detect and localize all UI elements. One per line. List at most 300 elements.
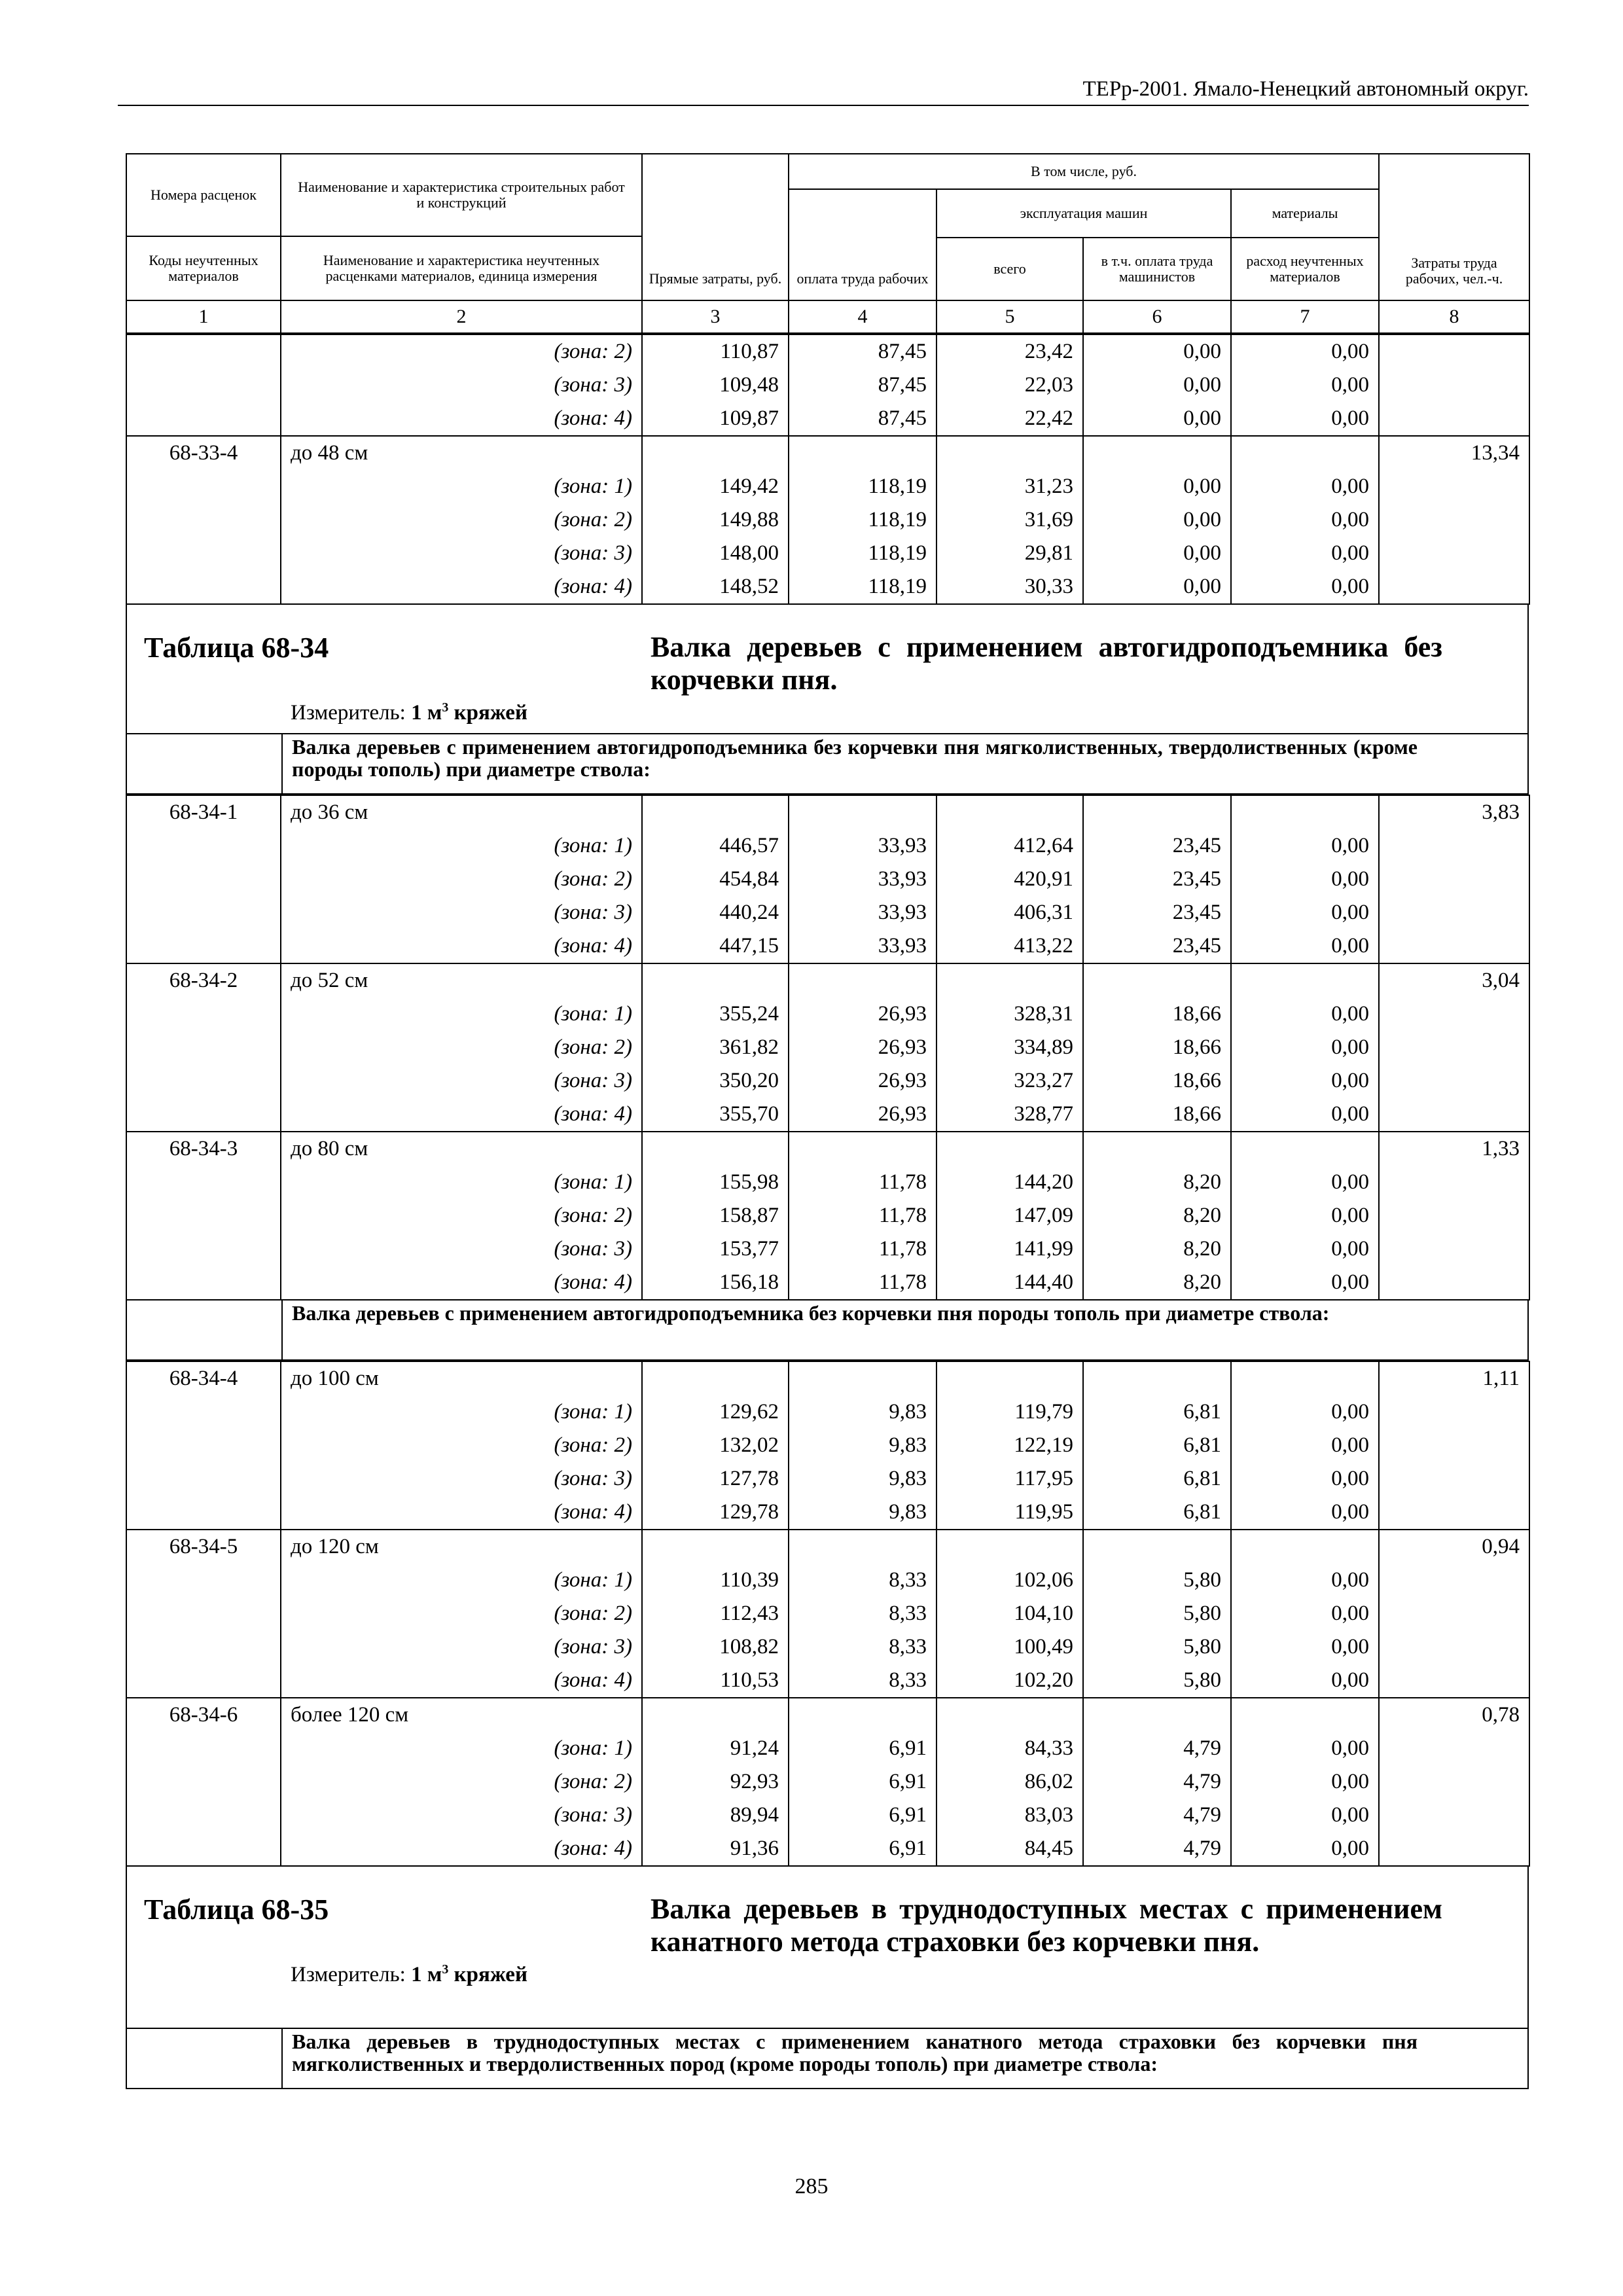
machines-total: 100,49 bbox=[936, 1630, 1083, 1664]
name-cell bbox=[281, 1232, 642, 1266]
direct-cost: 155,98 bbox=[642, 1166, 789, 1199]
table-label: Таблица 68-35 bbox=[144, 1893, 329, 1926]
rate-code bbox=[126, 1732, 281, 1765]
labor-hours bbox=[1379, 1266, 1529, 1300]
table-row bbox=[126, 1266, 1529, 1300]
labor-hours bbox=[1379, 570, 1529, 604]
unit-value: 1 м bbox=[411, 701, 442, 725]
zone: (зона: 2) bbox=[554, 508, 632, 531]
materials: 0,00 bbox=[1231, 1564, 1379, 1597]
labor-pay: 118,19 bbox=[789, 470, 936, 503]
zone: (зона: 4) bbox=[554, 934, 632, 958]
labor-pay bbox=[789, 795, 936, 829]
name-cell bbox=[281, 1832, 642, 1866]
machines-labor-pay: 0,00 bbox=[1083, 570, 1231, 604]
machines-total: 323,27 bbox=[936, 1064, 1083, 1098]
materials: 0,00 bbox=[1231, 896, 1379, 929]
labor-hours bbox=[1379, 1429, 1529, 1462]
col-materials-sub-head: расход неучтенных материалов bbox=[1231, 238, 1379, 300]
materials bbox=[1231, 1361, 1379, 1395]
rates-group bbox=[126, 1132, 1529, 1300]
rate-code bbox=[126, 896, 281, 929]
labor-pay: 6,91 bbox=[789, 1799, 936, 1832]
machines-total: 30,33 bbox=[936, 570, 1083, 604]
labor-pay: 11,78 bbox=[789, 1266, 936, 1300]
machines-total: 328,77 bbox=[936, 1098, 1083, 1132]
direct-cost: 153,77 bbox=[642, 1232, 789, 1266]
labor-pay: 33,93 bbox=[789, 829, 936, 863]
labor-hours bbox=[1379, 1664, 1529, 1698]
direct-cost: 110,39 bbox=[642, 1564, 789, 1597]
labor-pay: 6,91 bbox=[789, 1732, 936, 1765]
rate-code bbox=[126, 829, 281, 863]
zone: (зона: 3) bbox=[554, 373, 632, 397]
machines-total: 334,89 bbox=[936, 1031, 1083, 1064]
materials: 0,00 bbox=[1231, 929, 1379, 963]
machines-total: 122,19 bbox=[936, 1429, 1083, 1462]
col-index: 3 bbox=[642, 300, 789, 333]
rate-code bbox=[126, 1630, 281, 1664]
name-cell bbox=[281, 470, 642, 503]
name-cell bbox=[281, 829, 642, 863]
machines-labor-pay: 8,20 bbox=[1083, 1232, 1231, 1266]
labor-hours bbox=[1379, 1564, 1529, 1597]
rates-group bbox=[126, 1361, 1529, 1530]
machines-labor-pay: 18,66 bbox=[1083, 1064, 1231, 1098]
machines-total: 22,42 bbox=[936, 402, 1083, 436]
labor-pay: 33,93 bbox=[789, 896, 936, 929]
rate-code bbox=[126, 470, 281, 503]
zone: (зона: 2) bbox=[554, 867, 632, 891]
name-cell bbox=[281, 436, 642, 470]
table-row bbox=[126, 436, 1529, 470]
labor-hours bbox=[1379, 1166, 1529, 1199]
rate-code bbox=[126, 1462, 281, 1496]
rates-group bbox=[126, 795, 1529, 963]
machines-labor-pay: 5,80 bbox=[1083, 1597, 1231, 1630]
rate-code bbox=[126, 1395, 281, 1429]
zone: (зона: 3) bbox=[554, 1467, 632, 1490]
rates-group bbox=[126, 963, 1529, 1132]
name-cell bbox=[281, 1664, 642, 1698]
labor-hours bbox=[1379, 1395, 1529, 1429]
name-cell bbox=[281, 1098, 642, 1132]
labor-hours bbox=[1379, 1232, 1529, 1266]
labor-hours bbox=[1379, 1031, 1529, 1064]
machines-labor-pay: 8,20 bbox=[1083, 1266, 1231, 1300]
table-68-34-subhead-1 bbox=[126, 734, 1529, 795]
machines-total: 102,20 bbox=[936, 1664, 1083, 1698]
name-cell bbox=[281, 896, 642, 929]
machines-total bbox=[936, 1132, 1083, 1166]
table-row bbox=[126, 929, 1529, 963]
materials: 0,00 bbox=[1231, 1395, 1379, 1429]
rate-code bbox=[126, 1597, 281, 1630]
header-table bbox=[126, 153, 1530, 334]
zone: (зона: 3) bbox=[554, 1069, 632, 1092]
machines-total: 86,02 bbox=[936, 1765, 1083, 1799]
table-row bbox=[126, 537, 1529, 570]
machines-labor-pay: 4,79 bbox=[1083, 1765, 1231, 1799]
table-row bbox=[126, 1395, 1529, 1429]
zone: (зона: 2) bbox=[554, 340, 632, 363]
materials: 0,00 bbox=[1231, 1496, 1379, 1530]
unit-prefix: Измеритель: bbox=[291, 1963, 406, 1986]
col-index: 4 bbox=[789, 300, 936, 333]
zone: (зона: 2) bbox=[554, 1204, 632, 1227]
zone: (зона: 2) bbox=[554, 1433, 632, 1457]
table-row bbox=[126, 402, 1529, 436]
zone: (зона: 1) bbox=[554, 1736, 632, 1760]
table-row bbox=[126, 368, 1529, 402]
materials bbox=[1231, 1698, 1379, 1732]
direct-cost: 361,82 bbox=[642, 1031, 789, 1064]
rate-code bbox=[126, 1664, 281, 1698]
direct-cost: 132,02 bbox=[642, 1429, 789, 1462]
column-index-row bbox=[126, 300, 1529, 333]
name-cell bbox=[281, 997, 642, 1031]
table-row bbox=[126, 997, 1529, 1031]
rate-code bbox=[126, 1098, 281, 1132]
table-row bbox=[126, 1530, 1529, 1564]
machines-total bbox=[936, 963, 1083, 997]
zone: (зона: 3) bbox=[554, 541, 632, 565]
materials bbox=[1231, 795, 1379, 829]
name-cell bbox=[281, 1395, 642, 1429]
page-number: 285 bbox=[794, 2174, 829, 2198]
rate-code: 68-34-1 bbox=[126, 795, 281, 829]
machines-total: 84,33 bbox=[936, 1732, 1083, 1765]
rate-code bbox=[126, 1031, 281, 1064]
labor-pay: 9,83 bbox=[789, 1395, 936, 1429]
machines-total: 119,95 bbox=[936, 1496, 1083, 1530]
machines-total: 84,45 bbox=[936, 1832, 1083, 1866]
table-row bbox=[126, 1597, 1529, 1630]
name-cell bbox=[281, 1166, 642, 1199]
direct-cost: 149,42 bbox=[642, 470, 789, 503]
zone: (зона: 3) bbox=[554, 901, 632, 924]
subhead-text: Валка деревьев в труднодоступных местах с применением канатного метода страховки без корчевки пня мягколиственных и твердолиственных пород (кроме породы тополь) при диаметре ствола: bbox=[292, 2030, 1418, 2075]
materials: 0,00 bbox=[1231, 570, 1379, 604]
materials: 0,00 bbox=[1231, 1462, 1379, 1496]
materials: 0,00 bbox=[1231, 1664, 1379, 1698]
table-row bbox=[126, 1064, 1529, 1098]
direct-cost: 454,84 bbox=[642, 863, 789, 896]
unit-sup: 3 bbox=[442, 700, 449, 715]
labor-pay: 87,45 bbox=[789, 368, 936, 402]
machines-total: 328,31 bbox=[936, 997, 1083, 1031]
col-name-head bbox=[281, 154, 642, 300]
machines-labor-pay: 8,20 bbox=[1083, 1166, 1231, 1199]
table-label: Таблица 68-34 bbox=[144, 632, 329, 664]
name-cell bbox=[281, 1031, 642, 1064]
zone: (зона: 4) bbox=[554, 1500, 632, 1524]
machines-labor-pay: 5,80 bbox=[1083, 1630, 1231, 1664]
machines-total bbox=[936, 1698, 1083, 1732]
zone: (зона: 1) bbox=[554, 1400, 632, 1424]
name-cell bbox=[281, 1462, 642, 1496]
machines-labor-pay: 8,20 bbox=[1083, 1199, 1231, 1232]
labor-hours bbox=[1379, 1799, 1529, 1832]
machines-total: 141,99 bbox=[936, 1232, 1083, 1266]
rate-code bbox=[126, 1166, 281, 1199]
direct-cost bbox=[642, 1132, 789, 1166]
labor-hours bbox=[1379, 896, 1529, 929]
zone: (зона: 3) bbox=[554, 1635, 632, 1659]
name-cell bbox=[281, 1199, 642, 1232]
table-68-35-heading bbox=[126, 1867, 1529, 2029]
labor-pay: 11,78 bbox=[789, 1199, 936, 1232]
table-row bbox=[126, 1630, 1529, 1664]
table-row bbox=[126, 503, 1529, 537]
zone: (зона: 1) bbox=[554, 1170, 632, 1194]
rates-sheet bbox=[126, 153, 1529, 2089]
zone: (зона: 1) bbox=[554, 475, 632, 498]
machines-labor-pay: 0,00 bbox=[1083, 368, 1231, 402]
table-row bbox=[126, 963, 1529, 997]
materials: 0,00 bbox=[1231, 503, 1379, 537]
materials: 0,00 bbox=[1231, 863, 1379, 896]
machines-total: 406,31 bbox=[936, 896, 1083, 929]
rate-code bbox=[126, 1765, 281, 1799]
machines-labor-pay: 23,45 bbox=[1083, 829, 1231, 863]
name-cell bbox=[281, 537, 642, 570]
unit-sup: 3 bbox=[442, 1962, 449, 1977]
machines-labor-pay: 6,81 bbox=[1083, 1496, 1231, 1530]
materials bbox=[1231, 436, 1379, 470]
rate-code: 68-34-3 bbox=[126, 1132, 281, 1166]
col-numbers-sub: Коды неучтенных материалов bbox=[149, 252, 259, 284]
machines-labor-pay: 5,80 bbox=[1083, 1564, 1231, 1597]
labor-hours bbox=[1379, 368, 1529, 402]
machines-labor-pay: 18,66 bbox=[1083, 997, 1231, 1031]
labor-hours: 3,83 bbox=[1379, 795, 1529, 829]
direct-cost: 129,78 bbox=[642, 1496, 789, 1530]
table-68-34-heading bbox=[126, 605, 1529, 734]
name-cell bbox=[281, 863, 642, 896]
name-cell bbox=[281, 1799, 642, 1832]
zone: (зона: 2) bbox=[554, 1035, 632, 1059]
labor-pay: 33,93 bbox=[789, 929, 936, 963]
zone: (зона: 2) bbox=[554, 1770, 632, 1793]
machines-total bbox=[936, 1530, 1083, 1564]
machines-labor-pay: 6,81 bbox=[1083, 1429, 1231, 1462]
machines-labor-pay bbox=[1083, 1698, 1231, 1732]
direct-cost: 92,93 bbox=[642, 1765, 789, 1799]
machines-total: 144,40 bbox=[936, 1266, 1083, 1300]
zone: (зона: 2) bbox=[554, 1602, 632, 1625]
rate-code: 68-34-4 bbox=[126, 1361, 281, 1395]
machines-labor-pay: 18,66 bbox=[1083, 1098, 1231, 1132]
name-cell bbox=[281, 1429, 642, 1462]
rates-table-34-part1 bbox=[126, 795, 1530, 1300]
table-title: Валка деревьев с применением автогидроподъемника без корчевки пня. bbox=[651, 631, 1442, 696]
machines-total bbox=[936, 795, 1083, 829]
zone: (зона: 4) bbox=[554, 406, 632, 430]
machines-total: 420,91 bbox=[936, 863, 1083, 896]
machines-labor-pay bbox=[1083, 1132, 1231, 1166]
labor-hours: 0,94 bbox=[1379, 1530, 1529, 1564]
col-name-sub: Наименование и характеристика неучтенных расценками материалов, единица измерения bbox=[323, 252, 600, 284]
zone: (зона: 1) bbox=[554, 834, 632, 857]
direct-cost bbox=[642, 1361, 789, 1395]
labor-pay: 118,19 bbox=[789, 503, 936, 537]
direct-cost: 156,18 bbox=[642, 1266, 789, 1300]
materials: 0,00 bbox=[1231, 1266, 1379, 1300]
name-cell bbox=[281, 1564, 642, 1597]
rate-code bbox=[126, 997, 281, 1031]
rate-code: 68-34-2 bbox=[126, 963, 281, 997]
machines-labor-pay: 18,66 bbox=[1083, 1031, 1231, 1064]
rate-code bbox=[126, 929, 281, 963]
labor-hours bbox=[1379, 470, 1529, 503]
machines-total: 413,22 bbox=[936, 929, 1083, 963]
materials: 0,00 bbox=[1231, 368, 1379, 402]
labor-pay: 26,93 bbox=[789, 1098, 936, 1132]
name-cell bbox=[281, 1765, 642, 1799]
labor-pay: 6,91 bbox=[789, 1832, 936, 1866]
table-row bbox=[126, 1199, 1529, 1232]
rate-code: 68-33-4 bbox=[126, 436, 281, 470]
machines-labor-pay: 4,79 bbox=[1083, 1732, 1231, 1765]
zone: (зона: 1) bbox=[554, 1002, 632, 1026]
item-name: до 36 см bbox=[291, 800, 368, 824]
item-name: до 100 см bbox=[291, 1367, 379, 1390]
materials: 0,00 bbox=[1231, 1429, 1379, 1462]
materials: 0,00 bbox=[1231, 997, 1379, 1031]
labor-pay bbox=[789, 436, 936, 470]
subhead-text: Валка деревьев с применением автогидроподъемника без корчевки пня породы тополь при диаметре ствола: bbox=[292, 1301, 1330, 1325]
rate-code bbox=[126, 1564, 281, 1597]
machines-total: 412,64 bbox=[936, 829, 1083, 863]
zone: (зона: 4) bbox=[554, 1837, 632, 1860]
materials: 0,00 bbox=[1231, 1597, 1379, 1630]
materials: 0,00 bbox=[1231, 1630, 1379, 1664]
col-index: 6 bbox=[1083, 300, 1231, 333]
rate-code bbox=[126, 1832, 281, 1866]
machines-total: 22,03 bbox=[936, 368, 1083, 402]
labor-hours bbox=[1379, 334, 1529, 368]
machines-total: 104,10 bbox=[936, 1597, 1083, 1630]
col-numbers-title: Номера расценок bbox=[127, 154, 280, 237]
unit-of-measure bbox=[291, 696, 1527, 733]
direct-cost: 112,43 bbox=[642, 1597, 789, 1630]
zone: (зона: 4) bbox=[554, 1270, 632, 1294]
machines-labor-pay: 0,00 bbox=[1083, 503, 1231, 537]
direct-cost bbox=[642, 436, 789, 470]
machines-labor-pay: 5,80 bbox=[1083, 1664, 1231, 1698]
materials: 0,00 bbox=[1231, 1799, 1379, 1832]
labor-pay: 11,78 bbox=[789, 1232, 936, 1266]
name-cell bbox=[281, 795, 642, 829]
materials: 0,00 bbox=[1231, 829, 1379, 863]
table-row bbox=[126, 829, 1529, 863]
materials: 0,00 bbox=[1231, 470, 1379, 503]
col-index: 5 bbox=[936, 300, 1083, 333]
labor-pay: 87,45 bbox=[789, 402, 936, 436]
unit-value: 1 м bbox=[411, 1963, 442, 1986]
table-68-35-subhead-1 bbox=[126, 2029, 1529, 2089]
col-including-head: В том числе, руб. bbox=[789, 154, 1379, 189]
rate-code bbox=[126, 1496, 281, 1530]
labor-pay: 26,93 bbox=[789, 997, 936, 1031]
running-header: ТЕРр-2001. Ямало-Ненецкий автономный округ. bbox=[118, 76, 1529, 106]
labor-pay: 26,93 bbox=[789, 1064, 936, 1098]
zone: (зона: 4) bbox=[554, 575, 632, 598]
materials: 0,00 bbox=[1231, 334, 1379, 368]
labor-hours bbox=[1379, 929, 1529, 963]
direct-cost bbox=[642, 1530, 789, 1564]
table-row bbox=[126, 1462, 1529, 1496]
materials bbox=[1231, 1132, 1379, 1166]
labor-hours bbox=[1379, 829, 1529, 863]
direct-cost: 108,82 bbox=[642, 1630, 789, 1664]
zone: (зона: 3) bbox=[554, 1803, 632, 1827]
table-row bbox=[126, 1098, 1529, 1132]
machines-labor-pay: 23,45 bbox=[1083, 896, 1231, 929]
labor-pay: 118,19 bbox=[789, 537, 936, 570]
labor-hours: 0,78 bbox=[1379, 1698, 1529, 1732]
machines-labor-pay: 0,00 bbox=[1083, 470, 1231, 503]
rates-table-34-part2 bbox=[126, 1361, 1530, 1867]
direct-cost: 158,87 bbox=[642, 1199, 789, 1232]
labor-pay: 26,93 bbox=[789, 1031, 936, 1064]
name-cell bbox=[281, 1530, 642, 1564]
machines-total: 31,23 bbox=[936, 470, 1083, 503]
machines-labor-pay: 4,79 bbox=[1083, 1832, 1231, 1866]
name-cell bbox=[281, 570, 642, 604]
direct-cost: 110,53 bbox=[642, 1664, 789, 1698]
table-row bbox=[126, 1765, 1529, 1799]
labor-hours: 13,34 bbox=[1379, 436, 1529, 470]
materials: 0,00 bbox=[1231, 1732, 1379, 1765]
unit-suffix: кряжей bbox=[454, 1963, 527, 1986]
col-numbers-head bbox=[126, 154, 281, 300]
machines-labor-pay: 0,00 bbox=[1083, 402, 1231, 436]
rate-code bbox=[126, 863, 281, 896]
labor-pay bbox=[789, 1698, 936, 1732]
machines-total bbox=[936, 436, 1083, 470]
labor-pay: 9,83 bbox=[789, 1462, 936, 1496]
direct-cost: 440,24 bbox=[642, 896, 789, 929]
labor-pay: 8,33 bbox=[789, 1664, 936, 1698]
name-cell bbox=[281, 963, 642, 997]
col-labor-pay-head: оплата труда рабочих bbox=[789, 189, 936, 300]
table-row bbox=[126, 1799, 1529, 1832]
materials bbox=[1231, 963, 1379, 997]
zone: (зона: 4) bbox=[554, 1102, 632, 1126]
labor-hours bbox=[1379, 1064, 1529, 1098]
rate-code: 68-34-6 bbox=[126, 1698, 281, 1732]
machines-labor-pay: 0,00 bbox=[1083, 537, 1231, 570]
rate-code bbox=[126, 1429, 281, 1462]
machines-total: 29,81 bbox=[936, 537, 1083, 570]
name-cell bbox=[281, 334, 642, 368]
col-machines-total-head: всего bbox=[936, 238, 1083, 300]
labor-hours bbox=[1379, 1199, 1529, 1232]
labor-pay: 118,19 bbox=[789, 570, 936, 604]
rates-table-a bbox=[126, 334, 1530, 605]
unit-prefix: Измеритель: bbox=[291, 701, 406, 725]
machines-total bbox=[936, 1361, 1083, 1395]
rate-code bbox=[126, 570, 281, 604]
col-index: 8 bbox=[1379, 300, 1529, 333]
labor-hours bbox=[1379, 1832, 1529, 1866]
machines-total: 119,79 bbox=[936, 1395, 1083, 1429]
item-name: более 120 см bbox=[291, 1703, 409, 1727]
labor-pay: 6,91 bbox=[789, 1765, 936, 1799]
col-labor-cost-head: Затраты труда рабочих, чел.-ч. bbox=[1379, 154, 1529, 300]
